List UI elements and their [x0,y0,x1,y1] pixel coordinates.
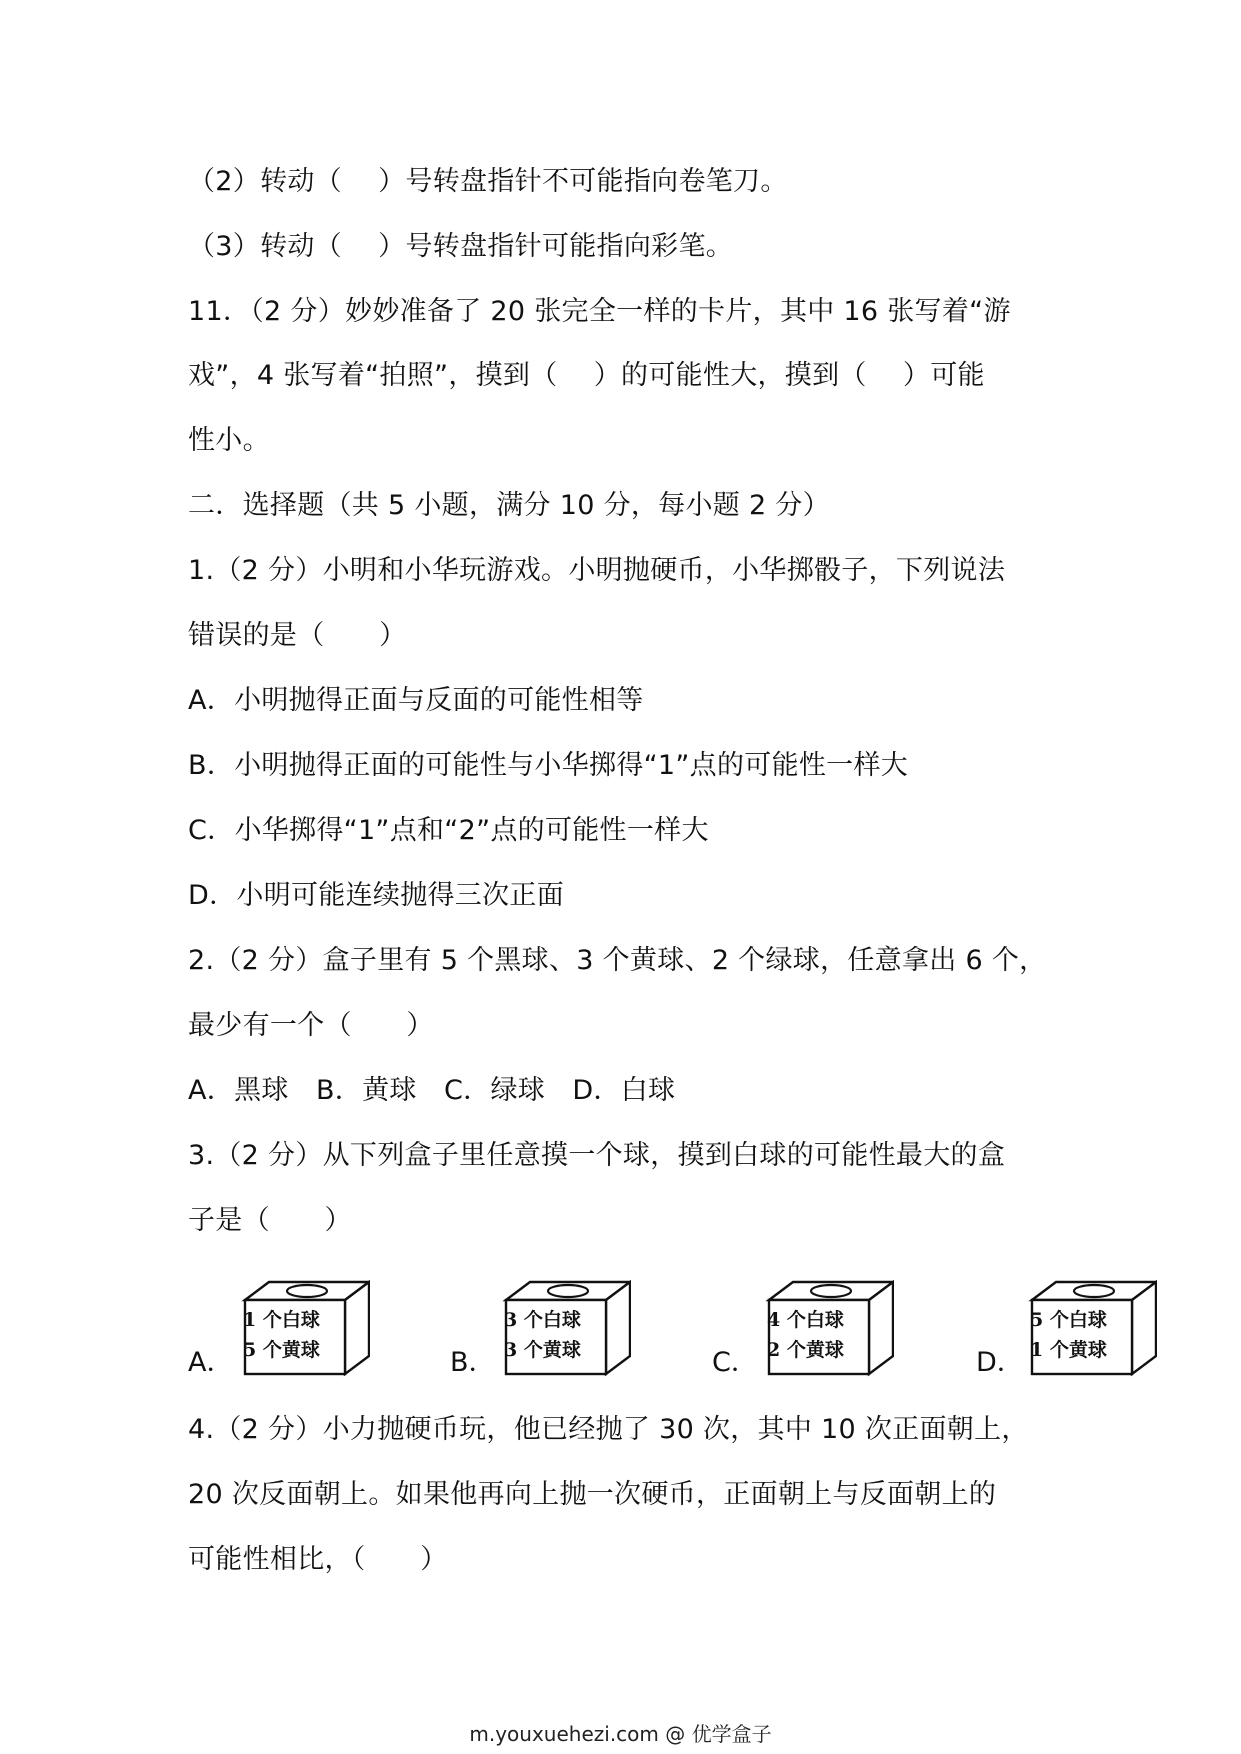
box-option-c-figure [759,1278,894,1378]
box-a-white-count: 1 个白球 [243,1309,320,1331]
box-d-white-count: 5 个白球 [1030,1309,1107,1331]
choice-1-option-a: A．小明抛得正面与反面的可能性相等 [188,685,644,716]
question-10-part-2: （2）转动（ ）号转盘指针不可能指向卷笔刀。 [188,166,788,197]
choice-2-options: A．黑球 B．黄球 C．绿球 D．白球 [188,1075,676,1106]
section-heading-choice: 二．选择题（共 5 小题，满分 10 分，每小题 2 分） [188,490,830,521]
choice-1-option-c: C．小华掷得“1”点和“2”点的可能性一样大 [188,815,709,846]
choice-3-line-2: 子是（ ） [188,1205,352,1236]
box-b-yellow-count: 3 个黄球 [504,1339,581,1361]
box-option-b-label: B． [450,1347,496,1378]
page-footer-watermark: m.youxuehezi.com @ 优学盒子 [469,1722,772,1746]
choice-4-line-3: 可能性相比，（ ） [188,1544,448,1575]
question-11-line-3: 性小。 [188,425,270,456]
box-option-a-figure [235,1278,370,1378]
box-c-yellow-count: 2 个黄球 [767,1339,844,1361]
choice-1-line-2: 错误的是（ ） [188,620,407,651]
box-option-d-figure [1022,1278,1157,1378]
box-d-yellow-count: 1 个黄球 [1030,1339,1107,1361]
question-11-line-2: 戏”，4 张写着“拍照”，摸到（ ）的可能性大，摸到（ ）可能 [188,360,985,391]
choice-2-line-1: 2.（2 分）盒子里有 5 个黑球、3 个黄球、2 个绿球，任意拿出 6 个， [188,945,1047,976]
question-10-part-3: （3）转动（ ）号转盘指针可能指向彩笔。 [188,231,734,262]
choice-1-line-1: 1.（2 分）小明和小华玩游戏。小明抛硬币，小华掷骰子，下列说法 [188,555,1006,586]
choice-1-option-b: B．小明抛得正面的可能性与小华掷得“1”点的可能性一样大 [188,750,909,781]
box-option-a-label: A． [188,1347,234,1378]
choice-2-line-2: 最少有一个（ ） [188,1010,434,1041]
choice-1-option-d: D．小明可能连续抛得三次正面 [188,880,564,911]
box-option-b-figure [496,1278,631,1378]
box-a-yellow-count: 5 个黄球 [243,1339,320,1361]
box-option-d-label: D． [976,1347,1024,1378]
box-option-c-label: C． [712,1347,758,1378]
choice-4-line-2: 20 次反面朝上。如果他再向上抛一次硬币，正面朝上与反面朝上的 [188,1479,997,1510]
box-b-white-count: 3 个白球 [504,1309,581,1331]
choice-4-line-1: 4.（2 分）小力抛硬币玩，他已经抛了 30 次，其中 10 次正面朝上， [188,1414,1029,1445]
choice-3-line-1: 3.（2 分）从下列盒子里任意摸一个球，摸到白球的可能性最大的盒 [188,1140,1006,1171]
box-c-white-count: 4 个白球 [767,1309,844,1331]
question-11-line-1: 11．（2 分）妙妙准备了 20 张完全一样的卡片，其中 16 张写着“游 [188,296,1011,327]
